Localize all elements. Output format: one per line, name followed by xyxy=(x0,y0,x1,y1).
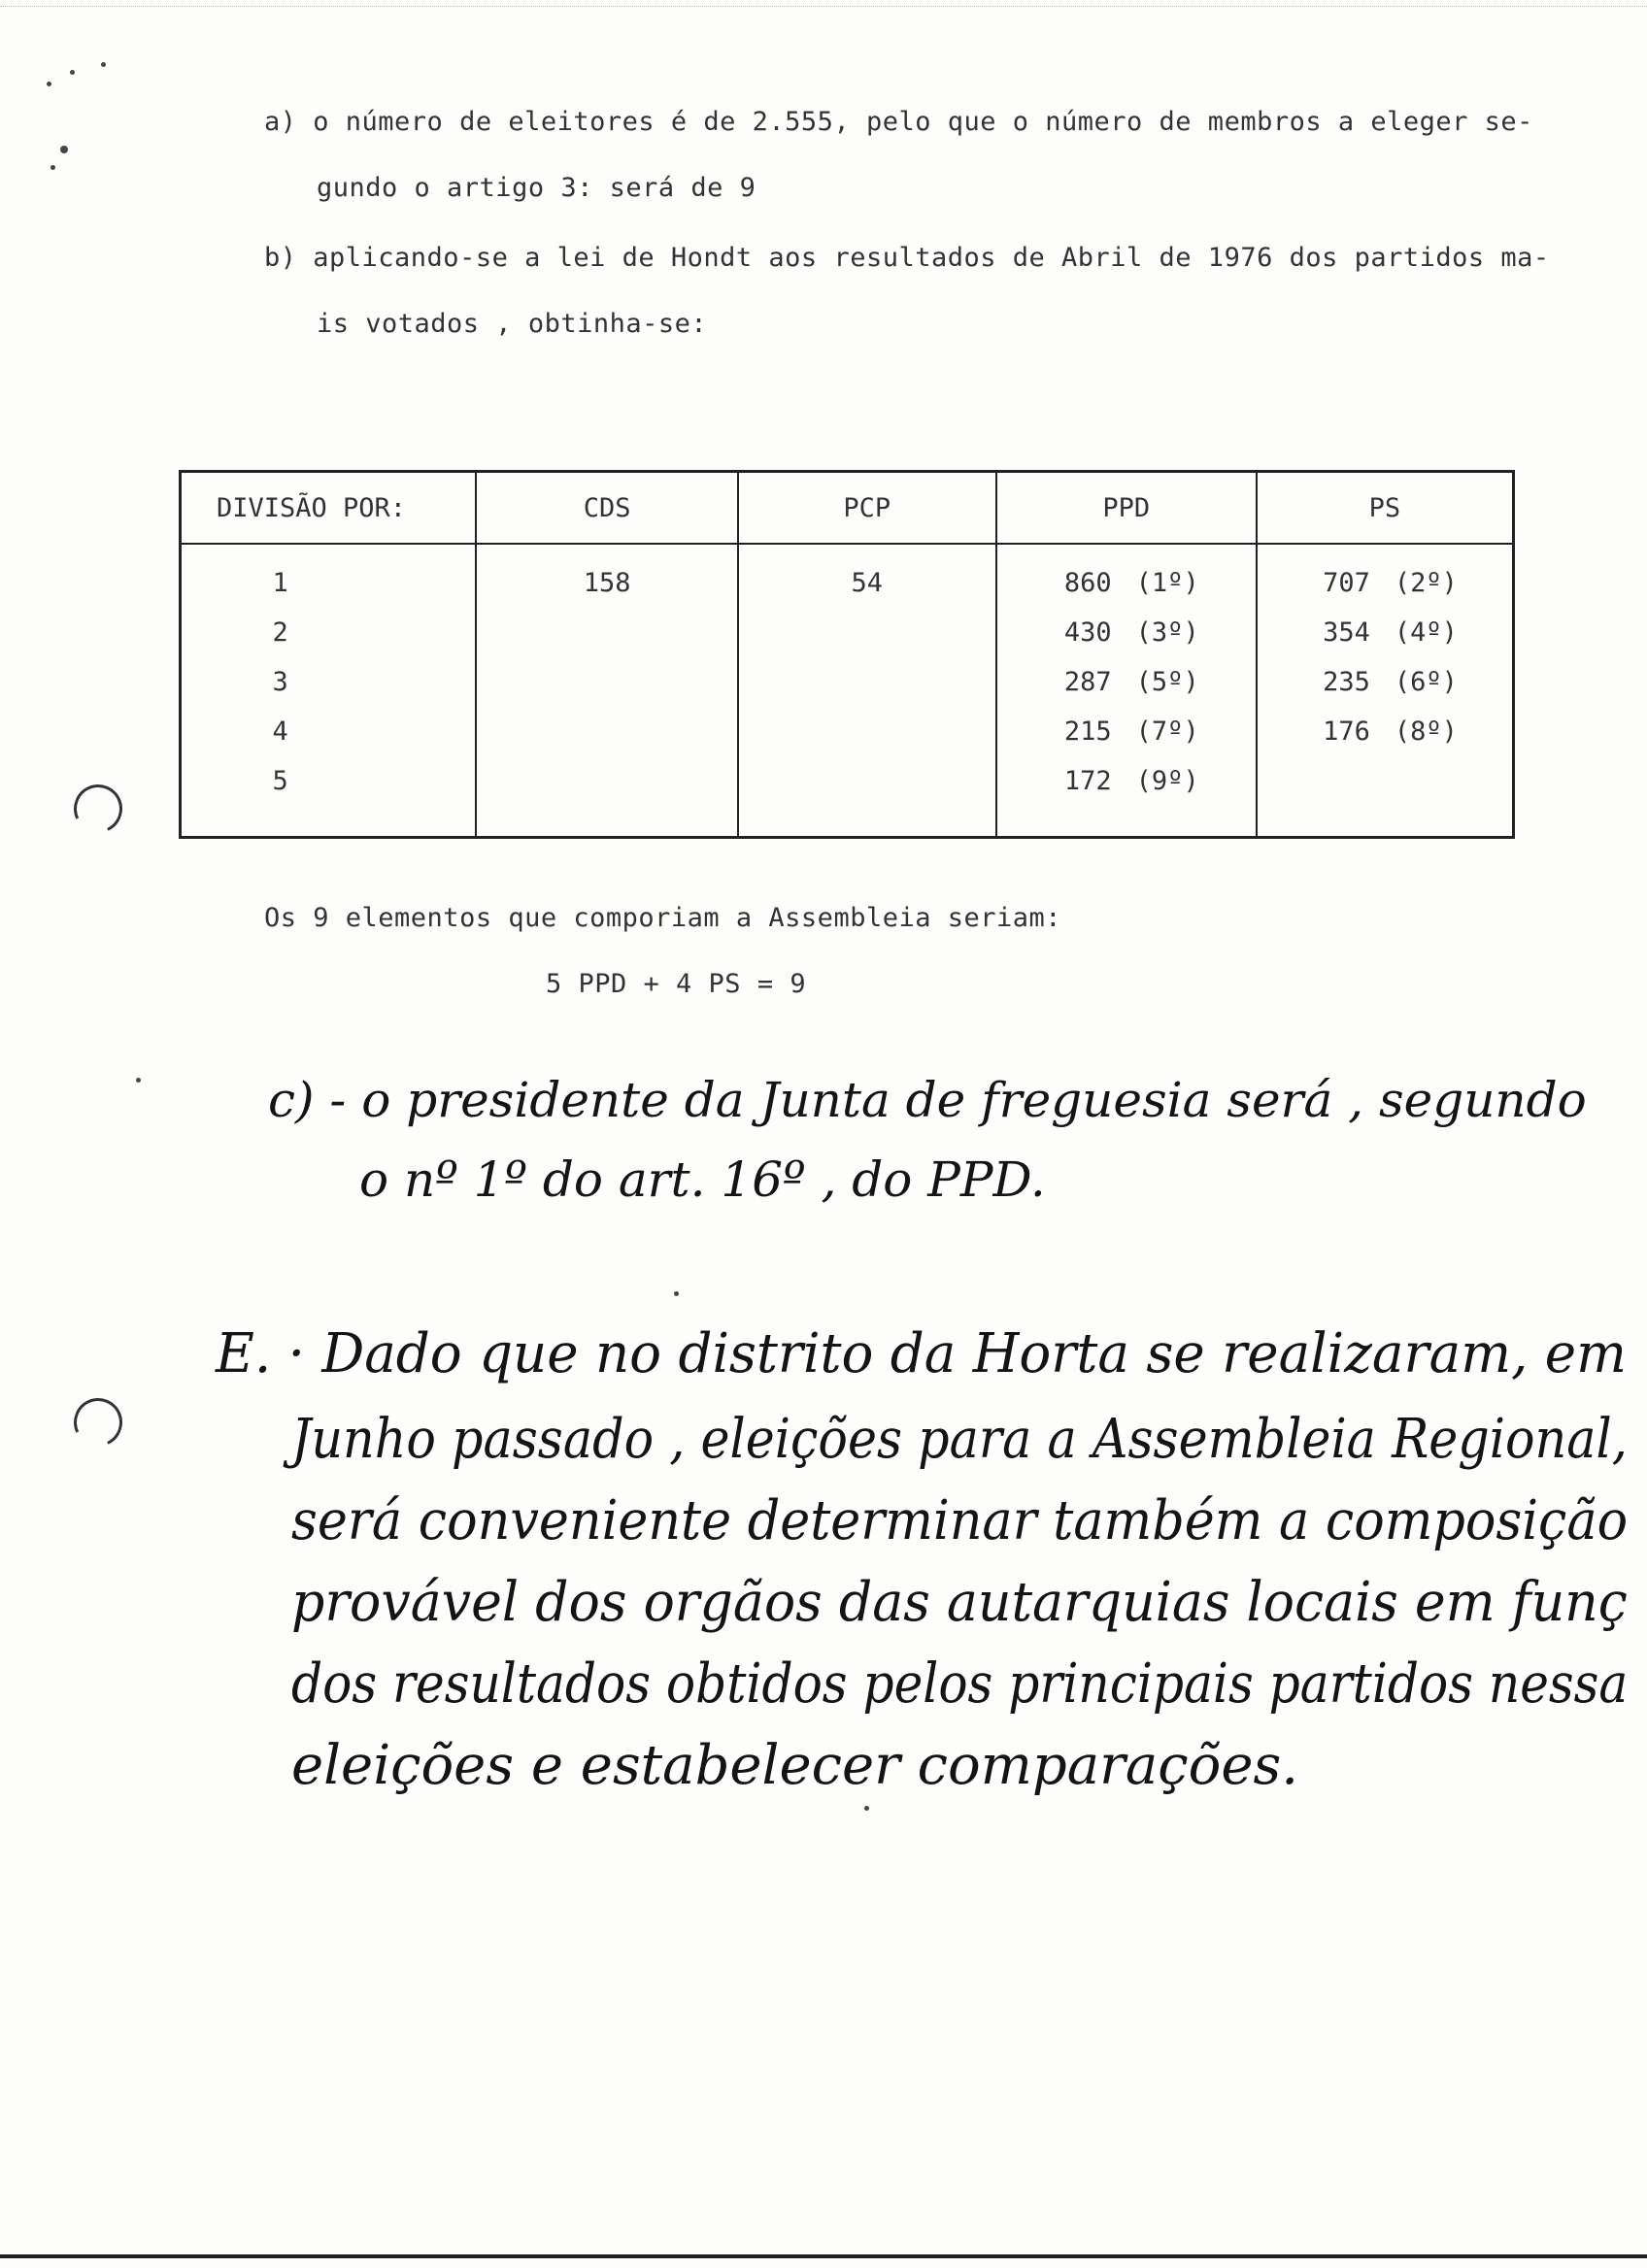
ps-entry xyxy=(1259,558,1511,608)
ppd-seat-rank: (1º) xyxy=(1135,568,1199,598)
ppd-quotient: 430 xyxy=(1063,617,1112,648)
ps-seat-rank: (2º) xyxy=(1394,568,1458,598)
ppd-entry xyxy=(998,756,1255,806)
para-a-line1: a) o número de eleitores é de 2.555, pelo que o número de membros a eleger se- xyxy=(264,107,1533,137)
scan-speck xyxy=(864,1806,869,1811)
scan-speck xyxy=(47,82,51,86)
pcp-value: 54 xyxy=(851,568,884,598)
ps-quotient: 707 xyxy=(1323,568,1370,598)
summary-line2: 5 PPD + 4 PS = 9 xyxy=(546,969,807,999)
header-pcp: PCP xyxy=(738,472,996,545)
divisor-value: 4 xyxy=(272,717,288,747)
ppd-quotient: 860 xyxy=(1063,568,1112,598)
scan-bottom-edge xyxy=(0,2254,1647,2258)
ps-entry xyxy=(1259,657,1511,707)
ps-column xyxy=(1257,544,1514,838)
divisor-value: 3 xyxy=(272,667,288,697)
table-header-row xyxy=(181,472,1514,545)
scan-speck xyxy=(70,70,75,75)
punch-hole-mark xyxy=(67,1391,129,1453)
scan-speck xyxy=(50,165,55,170)
pcp-column xyxy=(738,544,996,838)
ppd-entry xyxy=(998,558,1255,608)
handwritten-e-line6: eleições e estabelecer comparações. xyxy=(291,1734,1299,1797)
handwritten-c-line2: o nº 1º do art. 16º , do PPD. xyxy=(359,1151,1046,1208)
scan-top-edge xyxy=(0,6,1647,8)
scan-speck xyxy=(136,1078,141,1083)
ppd-seat-rank: (9º) xyxy=(1135,766,1199,796)
para-b-line2: is votados , obtinha-se: xyxy=(317,309,708,339)
divisor-value: 2 xyxy=(272,617,288,648)
ppd-entry xyxy=(998,608,1255,657)
ppd-seat-rank: (5º) xyxy=(1135,667,1199,697)
ppd-entry xyxy=(998,657,1255,707)
handwritten-e-line1: E. · Dado que no distrito da Horta se realizaram, em xyxy=(216,1322,1627,1385)
scan-speck xyxy=(60,146,68,153)
hondt-results-table xyxy=(179,470,1515,839)
ps-seat-rank: (4º) xyxy=(1394,617,1458,648)
ps-quotient: 235 xyxy=(1323,667,1370,697)
ps-entry xyxy=(1259,608,1511,657)
scan-speck xyxy=(101,62,106,67)
ppd-column xyxy=(996,544,1257,838)
table-body-row xyxy=(181,544,1514,838)
para-b-line1: b) aplicando-se a lei de Hondt aos resultados de Abril de 1976 dos partidos ma- xyxy=(264,243,1550,273)
cds-column xyxy=(476,544,738,838)
cds-value: 158 xyxy=(583,568,631,598)
header-ps: PS xyxy=(1257,472,1514,545)
ppd-entry xyxy=(998,707,1255,756)
divisor-value: 1 xyxy=(272,568,288,598)
handwritten-e-line2: Junho passado , eleições para a Assembleia Regional, xyxy=(291,1408,1628,1471)
divisor-column xyxy=(181,544,477,838)
ppd-seat-rank: (3º) xyxy=(1135,617,1199,648)
ppd-quotient: 215 xyxy=(1063,717,1112,747)
ps-quotient: 354 xyxy=(1323,617,1370,648)
ps-seat-rank: (8º) xyxy=(1394,717,1458,747)
handwritten-c-line1: c) - o presidente da Junta de freguesia será , segundo xyxy=(268,1072,1587,1128)
header-divisao: DIVISÃO POR: xyxy=(181,472,477,545)
ppd-quotient: 172 xyxy=(1063,766,1112,796)
handwritten-e-line3: será conveniente determinar também a composição xyxy=(291,1489,1629,1552)
para-a-line2: gundo o artigo 3: será de 9 xyxy=(317,173,756,203)
punch-hole-mark xyxy=(67,778,129,840)
header-ppd: PPD xyxy=(996,472,1257,545)
ps-seat-rank: (6º) xyxy=(1394,667,1458,697)
ps-entry xyxy=(1259,707,1511,756)
divisor-value: 5 xyxy=(272,766,288,796)
ppd-seat-rank: (7º) xyxy=(1135,717,1199,747)
scan-speck xyxy=(674,1291,679,1296)
handwritten-e-line5: dos resultados obtidos pelos principais partidos nessa xyxy=(291,1652,1629,1716)
header-cds: CDS xyxy=(476,472,738,545)
ppd-quotient: 287 xyxy=(1063,667,1112,697)
summary-line1: Os 9 elementos que comporiam a Assembleia seriam: xyxy=(264,903,1062,933)
ps-quotient: 176 xyxy=(1323,717,1370,747)
handwritten-e-line4: provável dos orgãos das autarquias locais em funç xyxy=(291,1571,1628,1634)
